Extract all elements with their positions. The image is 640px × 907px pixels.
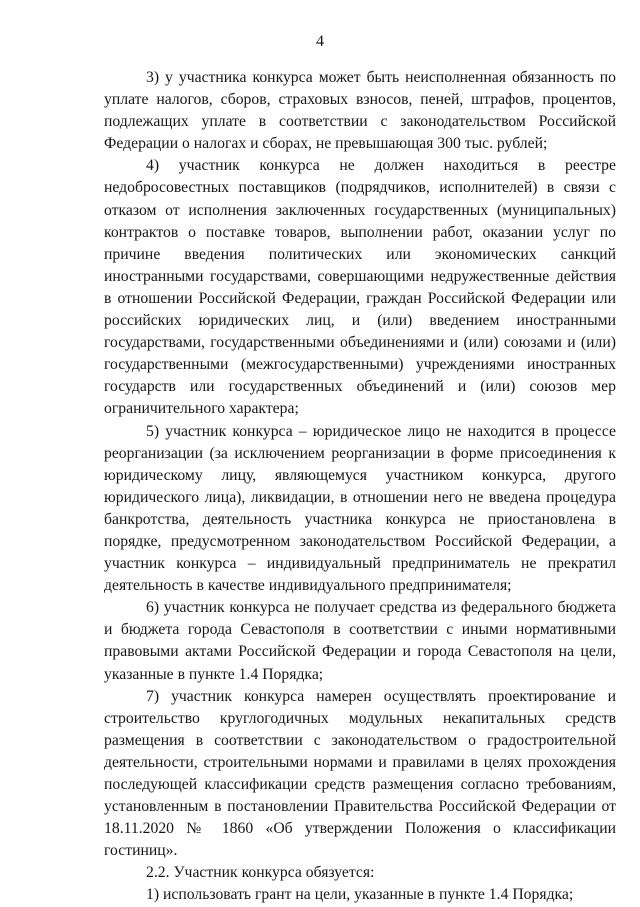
paragraph-item-3: 3) у участника конкурса может быть неисполненная обязанность по уплате налогов, сборов, страховых взносов, пеней, штрафов, процентов, подлежащих уплате в соответствии с законодательством Российской Федерации о налогах и сборах, не превышающая 300 тыс. рублей; [104, 69, 616, 153]
document-body [104, 67, 616, 907]
paragraph-item-7: 7) участник конкурса намерен осуществлять проектирование и строительство круглогодичных модульных некапитальных средств размещения в соответствии с законодательством о градостроительной деятельности, строительными нормами и правилами в целях прохождения последующей классификации средств размещения согласно требованиям, установленным в постановлении Правительства Российской Федерации от 18.11.2020 № 1860 «Об утверждении Положения о классификации гостиниц». [104, 687, 616, 860]
paragraph-item-6: 6) участник конкурса не получает средства из федерального бюджета и бюджета города Севастополя в соответствии с иными нормативными правовыми актами Российской Федерации и города Севастополя на цели, указанные в пункте 1.4 Порядка; [104, 599, 616, 683]
section-heading-2-2: 2.2. Участник конкурса обязуется: [146, 864, 375, 882]
page-number: 4 [316, 33, 324, 50]
obligation-item-1: 1) использовать грант на цели, указанные в пункте 1.4 Порядка; [146, 886, 574, 904]
paragraph-item-4: 4) участник конкурса не должен находиться в реестре недобросовестных поставщиков (подрядчиков, исполнителей) в связи с отказом от исполнения заключенных государственных (муниципальных) контрактов о поставке товаров, выполнении работ, оказании услуг по причине введения политических или экономических санкций иностранными государствами, совершающими недружественные действия в отношении Российской Федерации, граждан Российской Федерации или российских юридических лиц, и (или) введением иностранными государствами, государственными объединениями и (или) союзами и (или) государственными (межгосударственными) учреждениями иностранных государств или государственных объединений и (или) союзов мер ограничительного характера; [104, 157, 616, 418]
paragraph-item-5: 5) участник конкурса – юридическое лицо не находится в процессе реорганизации (за исключением реорганизации в форме присоединения к юридическому лицу, являющемуся участником конкурса, другого юридического лица), ликвидации, в отношении него не введена процедура банкротства, деятельность участника конкурса не приостановлена в порядке, предусмотренном законодательством Российской Федерации, а участник конкурса – индивидуальный предприниматель не прекратил деятельность в качестве индивидуального предпринимателя; [104, 422, 616, 595]
